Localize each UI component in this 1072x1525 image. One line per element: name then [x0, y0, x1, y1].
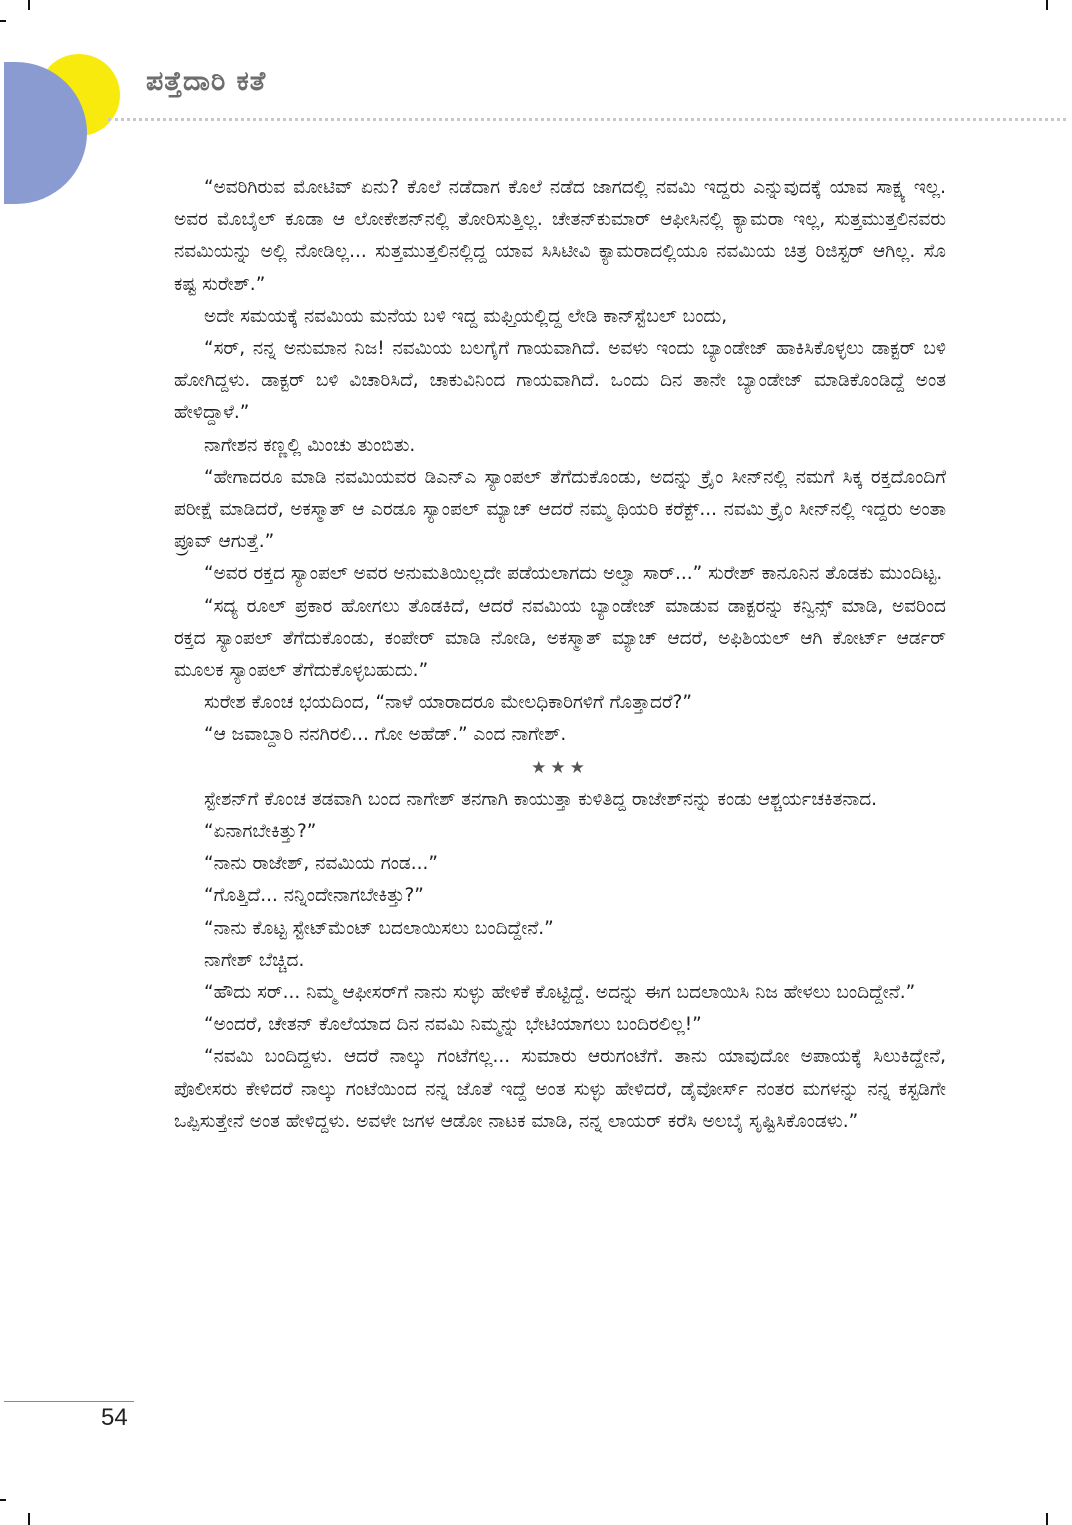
paragraph: “ನಾನು ರಾಜೇಶ್, ನವಮಿಯ ಗಂಡ...” [204, 853, 438, 875]
crop-mark [1046, 0, 1048, 10]
paragraph: ಸುರೇಶ ಕೊಂಚ ಭಯದಿಂದ, “ನಾಳೆ ಯಾರಾದರೂ ಮೇಲಧಿಕಾರಿಗಳಿಗೆ ಗೊತ್ತಾದರೆ?” [204, 692, 692, 714]
paragraph: “ಗೊತ್ತಿದೆ... ನನ್ನಿಂದೇನಾಗಬೇಕಿತ್ತು?” [204, 885, 424, 907]
paragraph: ಸ್ಟೇಶನ್‌ಗೆ ಕೊಂಚ ತಡವಾಗಿ ಬಂದ ನಾಗೇಶ್ ತನಗಾಗಿ ಕಾಯುತ್ತಾ ಕುಳಿತಿದ್ದ ರಾಜೇಶ್‌ನನ್ನು ಕಂಡು ಆಶ್ಚರ್ಯಚಕಿತನಾದ. [204, 788, 878, 810]
paragraph: “ಆ ಜವಾಬ್ದಾರಿ ನನಗಿರಲಿ... ಗೋ ಅಹೆಡ್.” ಎಂದ ನಾಗೇಶ್. [204, 724, 567, 746]
crop-mark [1046, 1513, 1048, 1525]
running-header-title: ಪತ್ತೆದಾರಿ ಕತೆ [146, 66, 267, 97]
crop-mark [28, 1513, 30, 1525]
crop-mark [0, 1499, 6, 1501]
footer-rule [4, 1401, 134, 1402]
paragraph: “ನಾನು ಕೊಟ್ಟ ಸ್ಟೇಟ್‌ಮೆಂಟ್ ಬದಲಾಯಿಸಲು ಬಂದಿದ್ದೇನೆ.” [204, 917, 554, 939]
crop-mark [28, 0, 30, 10]
paragraph: “ಅಂದರೆ, ಚೇತನ್ ಕೊಲೆಯಾದ ದಿನ ನವಮಿ ನಿಮ್ಮನ್ನು ಭೇಟಿಯಾಗಲು ಬಂದಿರಲಿಲ್ಲ!” [204, 1014, 702, 1036]
paragraph: “ಹೌದು ಸರ್... ನಿಮ್ಮ ಆಫೀಸರ್‌ಗೆ ನಾನು ಸುಳ್ಳು ಹೇಳಿಕೆ ಕೊಟ್ಟಿದ್ದೆ. ಅದನ್ನು ಈಗ ಬದಲಾಯಿಸಿ ನಿಜ ಹೇಳಲು ಬಂದಿದ್ದೇನೆ.” [204, 982, 916, 1004]
paragraph: “ಅವರ ರಕ್ತದ ಸ್ಯಾಂಪಲ್ ಅವರ ಅನುಮತಿಯಿಲ್ಲದೇ ಪಡೆಯಲಾಗದು ಅಲ್ವಾ ಸಾರ್...” ಸುರೇಶ್ ಕಾನೂನಿನ ತೊಡಕು ಮುಂದಿಟ್ಟ. [204, 563, 943, 585]
story-body [174, 172, 946, 1138]
section-separator: ★★★ [531, 757, 589, 778]
crop-mark [0, 20, 6, 22]
paragraph: “ಸದ್ಯ ರೂಲ್ ಪ್ರಕಾರ ಹೋಗಲು ತೊಡಕಿದೆ, ಆದರೆ ನವಮಿಯ ಬ್ಯಾಂಡೇಜ್ ಮಾಡುವ ಡಾಕ್ಟರನ್ನು ಕನ್ವಿನ್ಸ್ ಮಾಡಿ, ಅವರಿಂದ ರಕ್ತದ ಸ್ಯಾಂಪಲ್ ತೆಗೆದುಕೊಂಡು, ಕಂಪೇರ್ ಮಾಡಿ ನೋಡಿ, ಅಕಸ್ಮಾತ್ ಮ್ಯಾಚ್ ಆದರೆ, ಅಫಿಶಿಯಲ್ ಆಗಿ ಕೋರ್ಟ್ ಆರ್ಡರ್ ಮೂಲಕ ಸ್ಯಾಂಪಲ್ ತೆಗೆದುಕೊಳ್ಳಬಹುದು.” [174, 595, 946, 682]
paragraph: “ಸರ್, ನನ್ನ ಅನುಮಾನ ನಿಜ! ನವಮಿಯ ಬಲಗೈಗೆ ಗಾಯವಾಗಿದೆ. ಅವಳು ಇಂದು ಬ್ಯಾಂಡೇಜ್ ಹಾಕಿಸಿಕೊಳ್ಳಲು ಡಾಕ್ಟರ್ ಬಳಿ ಹೋಗಿದ್ದಳು. ಡಾಕ್ಟರ್ ಬಳಿ ವಿಚಾರಿಸಿದೆ, ಚಾಕುವಿನಿಂದ ಗಾಯವಾಗಿದೆ. ಒಂದು ದಿನ ತಾನೇ ಬ್ಯಾಂಡೇಜ್ ಮಾಡಿಕೊಂಡಿದ್ದೆ ಅಂತ ಹೇಳಿದ್ದಾಳೆ.” [174, 338, 946, 424]
paragraph: “ಹೇಗಾದರೂ ಮಾಡಿ ನವಮಿಯವರ ಡಿಎನ್‌ಎ ಸ್ಯಾಂಪಲ್ ತೆಗೆದುಕೊಂಡು, ಅದನ್ನು ಕ್ರೈಂ ಸೀನ್‌ನಲ್ಲಿ ನಮಗೆ ಸಿಕ್ಕ ರಕ್ತದೊಂದಿಗೆ ಪರೀಕ್ಷೆ ಮಾಡಿದರೆ, ಅಕಸ್ಮಾತ್ ಆ ಎರಡೂ ಸ್ಯಾಂಪಲ್ ಮ್ಯಾಚ್ ಆದರೆ ನಮ್ಮ ಥಿಯರಿ ಕರೆಕ್ಟ್... ನವಮಿ ಕ್ರೈಂ ಸೀನ್‌ನಲ್ಲಿ ಇದ್ದರು ಅಂತಾ ಪ್ರೂವ್ ಆಗುತ್ತೆ.” [174, 466, 946, 553]
paragraph: “ನವಮಿ ಬಂದಿದ್ದಳು. ಆದರೆ ನಾಲ್ಕು ಗಂಟೆಗಲ್ಲ... ಸುಮಾರು ಆರುಗಂಟೆಗೆ. ತಾನು ಯಾವುದೋ ಅಪಾಯಕ್ಕೆ ಸಿಲುಕಿದ್ದೇನೆ, ಪೊಲೀಸರು ಕೇಳಿದರೆ ನಾಲ್ಕು ಗಂಟೆಯಿಂದ ನನ್ನ ಜೊತೆ ಇದ್ದೆ ಅಂತ ಸುಳ್ಳು ಹೇಳಿದರೆ, ಡೈವೋರ್ಸ್ ನಂತರ ಮಗಳನ್ನು ನನ್ನ ಕಸ್ಟಡಿಗೇ ಒಪ್ಪಿಸುತ್ತೇನೆ ಅಂತ ಹೇಳಿದ್ದಳು. ಅವಳೇ ಜಗಳ ಆಡೋ ನಾಟಕ ಮಾಡಿ, ನನ್ನ ಲಾಯರ್ ಕರೆಸಿ ಅಲಬೈ ಸೃಷ್ಟಿಸಿಕೊಂಡಳು.” [174, 1046, 946, 1132]
paragraph: ನಾಗೇಶ್ ಬೆಚ್ಚಿದ. [204, 949, 305, 971]
paragraph: ನಾಗೇಶನ ಕಣ್ಣಲ್ಲಿ ಮಿಂಚು ತುಂಬಿತು. [204, 434, 416, 456]
page-number: 54 [101, 1404, 128, 1431]
paragraph: “ಅವರಿಗಿರುವ ಮೋಟಿವ್ ಏನು? ಕೊಲೆ ನಡೆದಾಗ ಕೊಲೆ ನಡೆದ ಜಾಗದಲ್ಲಿ ನವಮಿ ಇದ್ದರು ಎನ್ನುವುದಕ್ಕೆ ಯಾವ ಸಾಕ್ಷ್ಯ ಇಲ್ಲ. ಅವರ ಮೊಬೈಲ್ ಕೂಡಾ ಆ ಲೋಕೇಶನ್‌ನಲ್ಲಿ ತೋರಿಸುತ್ತಿಲ್ಲ. ಚೇತನ್‌ಕುಮಾರ್ ಆಫೀಸಿನಲ್ಲಿ ಕ್ಯಾಮರಾ ಇಲ್ಲ, ಸುತ್ತಮುತ್ತಲಿನವರು ನವಮಿಯನ್ನು ಅಲ್ಲಿ ನೋಡಿಲ್ಲ... ಸುತ್ತಮುತ್ತಲಿನಲ್ಲಿದ್ದ ಯಾವ ಸಿಸಿಟೀವಿ ಕ್ಯಾಮರಾದಲ್ಲಿಯೂ ನವಮಿಯ ಚಿತ್ರ ರಿಜಿಸ್ಟರ್ ಆಗಿಲ್ಲ. ಸೊ ಕಷ್ಟ ಸುರೇಶ್.” [174, 177, 946, 295]
paragraph: ಅದೇ ಸಮಯಕ್ಕೆ ನವಮಿಯ ಮನೆಯ ಬಳಿ ಇದ್ದ ಮಫ್ತಿಯಲ್ಲಿದ್ದ ಲೇಡಿ ಕಾನ್‌ಸ್ಟೆಬಲ್ ಬಂದು, [204, 305, 728, 327]
header-dotted-rule [108, 118, 1066, 121]
paragraph: “ಏನಾಗಬೇಕಿತ್ತು?” [204, 821, 317, 843]
